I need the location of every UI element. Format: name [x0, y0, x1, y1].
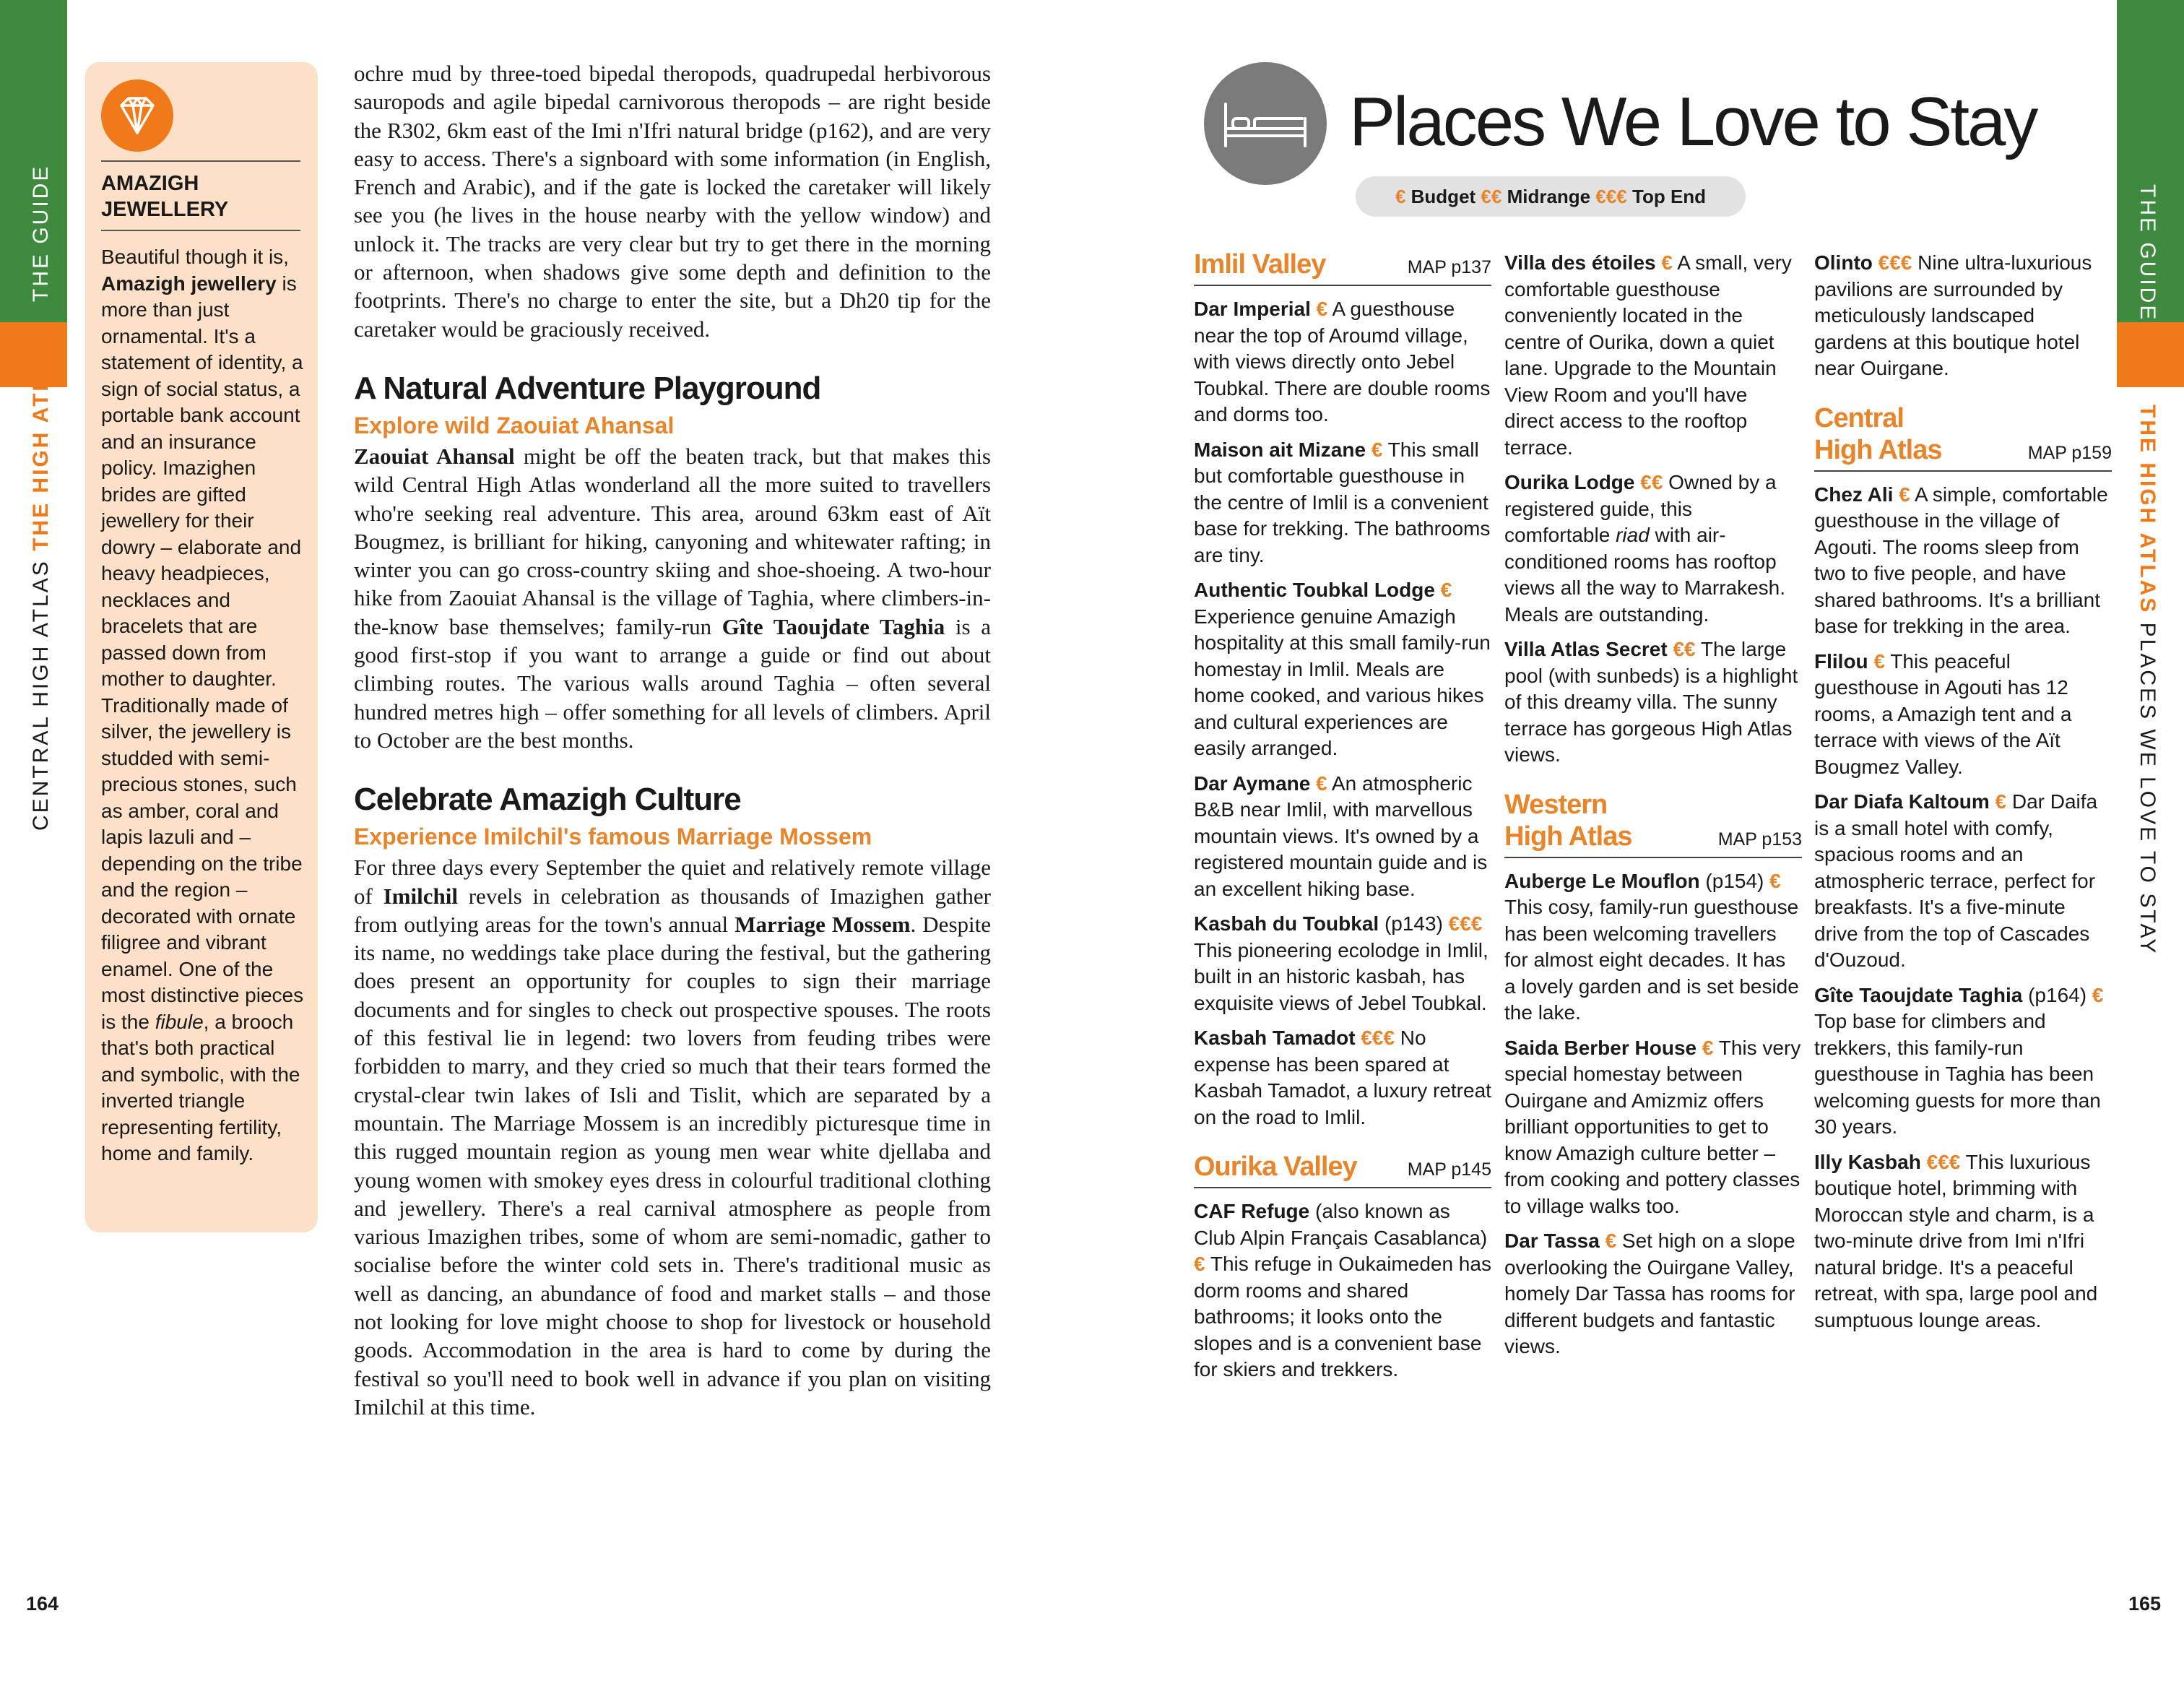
listing-entry [1814, 482, 2112, 640]
listing-price: € [1316, 298, 1328, 320]
left-chapter-label: THE HIGH ATLAS [29, 341, 53, 551]
listing-price: € [1702, 1036, 1714, 1059]
listing-name: Flilou [1814, 649, 1868, 673]
ourika-section-header [1194, 1151, 1491, 1188]
listing-name: Villa des étoiles [1504, 251, 1656, 274]
page-number-right: 165 [2128, 1593, 2162, 1615]
listing-entry [1194, 1198, 1491, 1383]
section1-text-2: is a good first-stop if you want to arrange a guide or find out about climbing routes. The various walls around Taghia – often several hundred metres high – offer something for all levels of climbers. April to October are the best months. [354, 613, 991, 753]
intro-paragraph: ochre mud by three-toed bipedal theropods, quadrupedal herbivorous sauropods and agile bipedal carnivorous theropods – are right beside the R302, 6km east of the Imi n'Ifri natural bridge (p162), and are very easy to access. There's a signboard with some information (in English, French and Arabic), and if the gate is locked the caretaker will likely see you (he lives in the house nearby with the yellow window) and unlock it. The tracks are very clear but try to get there in the morning or afternoon, when shadows give some depth and definition to the footprints. There's no charge to enter the site, but a Dh20 tip for the caretaker would be graciously received. [354, 61, 991, 342]
listing-desc: This pioneering ecolodge in Imlil, built in an historic kasbah, has exquisite views of Jebel Toubkal. [1194, 938, 1488, 1014]
legend-budget-label: Budget [1410, 186, 1476, 207]
listing-desc: Dar Daifa is a small hotel with comfy, spacious rooms and an atmospheric terrace, perfect for breakfasts. It's a five-minute drive from the top of Cascades d'Ouzoud. [1814, 790, 2098, 971]
listing-entry [1504, 868, 1802, 1027]
listing-name: Saida Berber House [1504, 1036, 1697, 1059]
listing-entry [1814, 1149, 2112, 1334]
section2-text-1: For three days every September the quiet and relatively remote village of [354, 855, 991, 909]
imlil-section-header [1194, 249, 1491, 286]
listing-price: €€€ [1448, 912, 1483, 935]
ourika-section-title: Ourika Valley [1194, 1151, 1357, 1182]
sidebar-rule-top [101, 160, 300, 162]
section1-paragraph [354, 442, 991, 754]
imlil-section-title: Imlil Valley [1194, 249, 1326, 280]
sidebar-box [85, 62, 318, 1232]
central-section-header [1814, 402, 2112, 472]
listing-desc: This very special homestay between Ouirgane and Amizmiz offers brilliant opportunities to get to know Amazigh culture better – from cooking and pottery classes to village walks too. [1504, 1036, 1801, 1217]
section2-subheading: Experience Imilchil's famous Marriage Mossem [354, 824, 872, 850]
listing-name: Auberge Le Mouflon [1504, 869, 1700, 892]
listing-price: €€ [1640, 471, 1663, 493]
listing-desc: This small but comfortable guesthouse in the centre of Imlil is a convenient base for trekking. The bathrooms are tiny. [1194, 438, 1491, 566]
listing-price: € [1769, 869, 1781, 892]
left-running-head [29, 342, 53, 831]
section2-bold-1: Imilchil [383, 883, 458, 909]
sidebar-text-3: , a brooch that's both practical and symbolic, with the inverted triangle representing fertility, home and family. [101, 1010, 300, 1164]
price-legend [1356, 176, 1746, 217]
listing-entry [1194, 577, 1491, 762]
stay-column-2 [1504, 250, 1802, 1369]
listing-entry [1814, 649, 2112, 781]
legend-budget-symbol: € [1395, 186, 1406, 207]
sidebar-text-2: is more than just ornamental. It's a statement of identity, a sign of social status, a portable bank account and an insurance policy. Imazighen brides are gifted jewellery for their dowry – elaborate and heavy headpieces, necklaces and bracelets that are passed down from mother to daughter. Traditionally made of silver, the jewellery is studded with semi-precious stones, such as amber, coral and lapis lazuli and – depending on the tribe and the region – decorated with ornate filigree and vibrant enamel. One of the most distinctive pieces is the [101, 272, 304, 1033]
listing-price: € [1605, 1230, 1617, 1252]
listing-name: Kasbah Tamadot [1194, 1027, 1356, 1049]
listing-entry [1814, 982, 2112, 1141]
listing-entry [1504, 1035, 1802, 1220]
left-guide-label: THE GUIDE [29, 164, 53, 302]
listing-entry [1504, 250, 1802, 461]
right-chapter-label: THE HIGH ATLAS [2136, 405, 2159, 615]
page-number-left: 164 [26, 1593, 59, 1615]
listing-desc: An atmospheric B&B near Imlil, with marvellous mountain views. It's owned by a registered mountain guide and is an excellent hiking base. [1194, 772, 1488, 900]
left-region-label: CENTRAL HIGH ATLAS [29, 559, 53, 831]
listing-entry [1194, 296, 1491, 428]
listing-desc: Owned by a registered guide, this comfortable [1504, 471, 1777, 546]
central-map-ref: MAP p159 [2027, 442, 2112, 463]
listing-price: € [1440, 579, 1452, 601]
listing-name: Gîte Taoujdate Taghia [1814, 983, 2023, 1006]
section1-subheading: Explore wild Zaouiat Ahansal [354, 412, 675, 438]
listing-entry [1194, 437, 1491, 569]
legend-mid-label: Midrange [1507, 186, 1591, 207]
legend-top-label: Top End [1632, 186, 1707, 207]
listing-desc: with air-conditioned rooms has rooftop views all the way to Marrakesh. Meals are outstanding. [1504, 524, 1786, 626]
listing-name: Dar Diafa Kaltoum [1814, 790, 1990, 813]
sidebar-title: AMAZIGH JEWELLERY [101, 172, 229, 221]
section2-paragraph [354, 853, 991, 1421]
right-section-label: PLACES WE LOVE TO STAY [2136, 622, 2159, 956]
page-title: Places We Love to Stay [1349, 83, 2037, 160]
listing-price: € [1316, 772, 1327, 795]
listing-price: €€ [1673, 638, 1696, 660]
listing-entry [1504, 470, 1802, 628]
listing-aka: (also known as Club Alpin Français Casablanca) [1194, 1200, 1488, 1249]
listing-desc: A guesthouse near the top of Aroumd village, with views directly onto Jebel Toubkal. There are double rooms and dorms too. [1194, 298, 1491, 425]
section2-bold-2: Marriage Mossem [734, 911, 911, 937]
listing-entry [1504, 1228, 1802, 1360]
listing-price: € [1995, 790, 2007, 813]
listing-price: €€€ [1878, 251, 1912, 274]
diamond-icon [101, 79, 173, 152]
legend-mid-symbol: €€ [1481, 186, 1502, 207]
listing-name: Olinto [1814, 251, 1873, 274]
central-section-title: Central High Atlas [1814, 402, 1942, 465]
listing-entry [1814, 250, 2112, 382]
stay-column-1 [1194, 249, 1491, 1392]
right-guide-label: THE GUIDE [2136, 184, 2159, 322]
right-chapter-tab [2117, 322, 2184, 387]
listing-desc: Experience genuine Amazigh hospitality at this small family-run homestay in Imlil. Meals are home cooked, and various hikes and cultural experiences are easily arranged. [1194, 605, 1491, 759]
listing-entry [1814, 789, 2112, 974]
listing-desc: This cosy, family-run guesthouse has been welcoming travellers for almost eight decades. It has a lovely garden and is set beside the lake. [1504, 896, 1799, 1024]
listing-name: Illy Kasbah [1814, 1150, 1921, 1173]
listing-name: Ourika Lodge [1504, 471, 1635, 493]
sidebar-italic-1: fibule [155, 1010, 204, 1033]
sidebar-bold-1: Amazigh jewellery [101, 272, 277, 295]
listing-desc: No expense has been spared at Kasbah Tamadot, a luxury retreat on the road to Imlil. [1194, 1027, 1491, 1128]
listing-name: Villa Atlas Secret [1504, 638, 1668, 660]
right-running-head [2135, 405, 2159, 955]
listing-name: Kasbah du Toubkal [1194, 912, 1379, 935]
section2-text-2: revels in celebration as thousands of Imazighen gather from outlying areas for the town's annual [354, 883, 991, 937]
imlil-map-ref: MAP p137 [1407, 257, 1491, 277]
western-section-header [1504, 789, 1802, 858]
listing-page-ref: (p154) [1699, 869, 1770, 892]
sidebar-rule-bottom [101, 230, 300, 231]
listing-name: CAF Refuge [1194, 1200, 1310, 1222]
section1-bold-1: Zaouiat Ahansal [354, 443, 515, 469]
legend-top-symbol: €€€ [1595, 186, 1627, 207]
western-section-title: Western High Atlas [1504, 789, 1632, 852]
listing-price: €€€ [1361, 1027, 1395, 1049]
listing-name: Authentic Toubkal Lodge [1194, 579, 1435, 601]
listing-name: Dar Tassa [1504, 1230, 1600, 1252]
listing-desc: This refuge in Oukaimeden has dorm rooms and shared bathrooms; it looks onto the slopes and is a convenient base for skiers and trekkers. [1194, 1253, 1491, 1380]
listing-page-ref: (p143) [1379, 912, 1449, 935]
listing-entry [1194, 1025, 1491, 1131]
listing-entry [1194, 911, 1491, 1016]
section2-heading: Celebrate Amazigh Culture [354, 782, 741, 818]
ourika-map-ref: MAP p145 [1407, 1159, 1491, 1180]
bed-icon [1204, 62, 1327, 185]
listing-price: € [1899, 483, 1910, 506]
listing-price: € [1873, 649, 1886, 673]
listing-price: € [1194, 1253, 1205, 1275]
listing-name: Maison ait Mizane [1194, 438, 1366, 461]
listing-price: €€€ [1926, 1150, 1961, 1173]
listing-price: € [2092, 983, 2104, 1006]
listing-desc: Top base for climbers and trekkers, this family-run guesthouse in Taghia has been welcoming guests for more than 30 years. [1814, 1010, 2101, 1138]
listing-desc: This peaceful guesthouse in Agouti has 12 rooms, a Amazigh tent and a terrace with views of the Aït Bougmez Valley. [1814, 649, 2072, 778]
listing-desc: A simple, comfortable guesthouse in the village of Agouti. The rooms sleep from two to five people, and have shared bathrooms. It's a brilliant base for trekking in the area. [1814, 483, 2108, 637]
listing-desc: A small, very comfortable guesthouse conveniently located in the centre of Ourika, down a quiet lane. Upgrade to the Mountain View Room and you'll have direct access to the rooftop terrace. [1504, 251, 1792, 459]
listing-desc-italic: riad [1616, 524, 1650, 546]
listing-entry [1194, 771, 1491, 903]
listing-desc: Nine ultra-luxurious pavilions are surrounded by meticulously landscaped gardens at this boutique hotel near Ouirgane. [1814, 251, 2092, 379]
listing-desc: The large pool (with sunbeds) is a highlight of this dreamy villa. The sunny terrace has gorgeous High Atlas views. [1504, 638, 1798, 766]
section1-text-1: might be off the beaten track, but that makes this wild Central High Atlas wonderland all the more suited to travellers who're seeking real adventure. This area, around 63km east of Aït Bougmez, is brilliant for hiking, canyoning and whitewater rafting; in winter you can go cross-country skiing and shoe-shoeing. A two-hour hike from Zaouiat Ahansal is the village of Taghia, where climbers-in-the-know base themselves; family-run [354, 443, 991, 639]
listing-desc: Set high on a slope overlooking the Ouirgane Valley, homely Dar Tassa has rooms for different budgets and fantastic views. [1504, 1230, 1795, 1357]
listing-name: Dar Aymane [1194, 772, 1311, 795]
western-map-ref: MAP p153 [1717, 829, 1802, 850]
listing-entry [1504, 636, 1802, 769]
main-column [354, 59, 991, 1421]
section2-text-3: . Despite its name, no weddings take place during the festival, but the gathering does present an opportunity for couples to sign their marriage documents and for singles to check out prospective spouses. The roots of this festival lie in legend: two lovers from feuding tribes were forbidden to marry, and they cried so much that their tears formed the crystal-clear twin lakes of Isli and Tislit, which are separated by a mountain. The Marriage Mossem is an incredibly picturesque time in this rugged mountain region as young men wear white djellaba and young women with smokey eyes dress in colourful traditional clothing and jewellery. There's a real carnival atmosphere as people from various Imazighen tribes, some of whom are semi-nomadic, gather to socialise before the winter cold sets in. There's traditional music as well as dancing, an abundance of food and market stalls – and those not looking for love might choose to shop for livestock or household goods. Accommodation in the area is hard to come by during the festival so you'll need to book well in advance if you plan on visiting Imilchil at this time. [354, 911, 991, 1419]
section1-bold-2: Gîte Taoujdate Taghia [722, 613, 945, 639]
sidebar-body [101, 244, 311, 1167]
listing-price: € [1661, 251, 1673, 274]
listing-name: Dar Imperial [1194, 298, 1311, 320]
section1-heading: A Natural Adventure Playground [354, 370, 821, 406]
listing-price: € [1371, 438, 1383, 461]
listing-page-ref: (p164) [2022, 983, 2092, 1006]
sidebar-text-1: Beautiful though it is, [101, 246, 289, 268]
stay-column-3 [1814, 250, 2112, 1342]
listing-name: Chez Ali [1814, 483, 1894, 506]
listing-desc: This luxurious boutique hotel, brimming with Moroccan style and charm, is a two-minute drive from Imi n'Ifri natural bridge. It's a peaceful retreat, with spa, large pool and sumptuous lounge areas. [1814, 1150, 2098, 1331]
